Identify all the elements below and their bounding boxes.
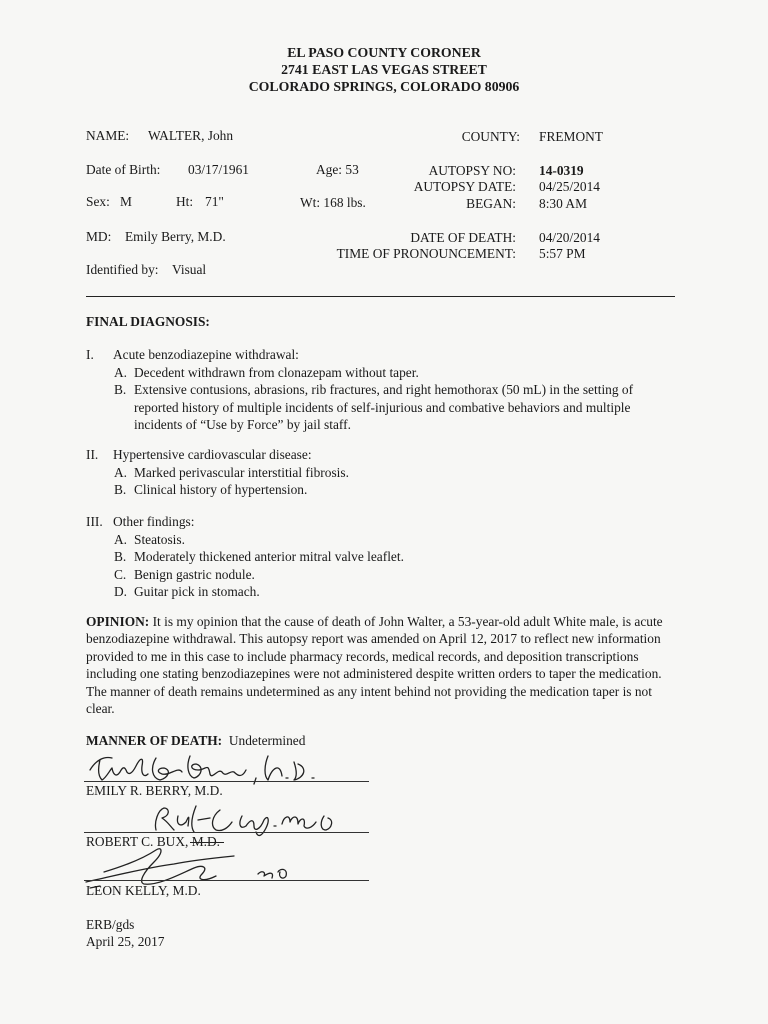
md-label: MD: — [86, 229, 112, 244]
section-title-text: Hypertensive cardiovascular disease: — [113, 447, 312, 462]
diagnosis-section-title — [86, 346, 676, 364]
diagnosis-item — [86, 531, 676, 549]
diagnosis-item — [86, 381, 676, 434]
identified-label: Identified by: — [86, 262, 159, 277]
diagnosis-item — [86, 583, 676, 601]
height-label: Ht: — [176, 194, 194, 209]
signature-line — [84, 880, 369, 881]
item-text: Guitar pick in stomach. — [134, 584, 260, 600]
diagnosis-section-1 — [86, 346, 676, 434]
header-line-3: COLORADO SPRINGS, COLORADO 80906 — [248, 79, 520, 94]
signatory-name: LEON KELLY, M.D. — [86, 883, 201, 898]
diagnosis-section-title — [86, 446, 676, 464]
item-text: Extensive contusions, abrasions, rib fractures, and right hemothorax (50 mL) in the setting of reported history of multiple incidents of self-injurious and combative behaviors and multiple incidents of “Use by Force” by jail staff. — [134, 382, 634, 433]
dob-label: Date of Birth: — [86, 162, 161, 177]
diagnosis-section-2 — [86, 446, 676, 499]
item-letter: B. — [114, 482, 127, 498]
diagnosis-section-3 — [86, 513, 676, 601]
signature-bux — [150, 802, 350, 836]
diagnosis-item — [86, 481, 676, 499]
diagnosis-section-title — [86, 513, 676, 531]
item-text: Benign gastric nodule. — [134, 566, 255, 582]
item-text: Marked perivascular interstitial fibrosis. — [134, 464, 349, 480]
item-letter: A. — [114, 364, 128, 380]
section-numeral: II. — [86, 447, 99, 462]
name-value: WALTER, John — [148, 128, 234, 143]
signature-berry — [86, 748, 326, 788]
began-value: 8:30 AM — [539, 196, 587, 211]
county-value: FREMONT — [539, 129, 603, 144]
section-numeral: I. — [86, 347, 94, 362]
opinion-paragraph — [86, 613, 664, 717]
diagnosis-item — [86, 566, 676, 584]
height-value: 71" — [205, 194, 224, 209]
sex-value: M — [120, 194, 132, 209]
item-text: Decedent withdrawn from clonazepam without taper. — [134, 364, 419, 380]
item-text: Clinical history of hypertension. — [134, 482, 308, 498]
pronouncement-label: TIME OF PRONOUNCEMENT: — [336, 246, 516, 261]
section-numeral: III. — [86, 514, 103, 529]
report-date: April 25, 2017 — [86, 934, 165, 949]
diagnosis-item — [86, 364, 676, 382]
county-label: COUNTY: — [461, 129, 520, 144]
manner-value: Undetermined — [228, 733, 306, 748]
signature-line — [84, 832, 369, 833]
opinion-text: It is my opinion that the cause of death of John Walter, a 53-year-old adult White male, is acute benzodiazepine withdrawal. This autopsy report was amended on April 12, 2017 to reflect new information provided to me in this case to include pharmacy records, medical records, and deposition transcriptions including one stating benzodiazepines were not administered despite written orders to taper the medication. The manner of death remains undetermined as any intent behind not providing the medication taper is not clear. — [86, 614, 663, 717]
section-title-text: Other findings: — [113, 514, 195, 529]
autopsy-date-value: 04/25/2014 — [539, 179, 601, 194]
dob-value: 03/17/1961 — [188, 162, 250, 177]
autopsy-no-value: 14-0319 — [539, 163, 584, 178]
autopsy-date-label: AUTOPSY DATE: — [413, 179, 516, 194]
item-text: Moderately thickened anterior mitral valve leaflet. — [134, 549, 404, 565]
manner-label: MANNER OF DEATH: — [86, 733, 223, 748]
item-letter: D. — [114, 584, 128, 600]
item-letter: A. — [114, 464, 128, 480]
manner-of-death — [86, 734, 305, 747]
name-label: NAME: — [86, 128, 130, 143]
diagnosis-item — [86, 548, 676, 566]
signatory-name: ROBERT C. BUX, M.D. — [86, 834, 220, 849]
header-line-2: 2741 EAST LAS VEGAS STREET — [281, 62, 487, 77]
typist-initials: ERB/gds — [86, 917, 135, 932]
section-divider — [86, 296, 675, 297]
autopsy-no-label: AUTOPSY NO: — [428, 163, 516, 178]
sex-label: Sex: — [86, 194, 110, 209]
date-of-death-value: 04/20/2014 — [539, 230, 601, 245]
signatory-name: EMILY R. BERRY, M.D. — [86, 783, 223, 798]
opinion-label: OPINION: — [86, 614, 150, 629]
item-letter: C. — [114, 566, 127, 582]
date-of-death-label: DATE OF DEATH: — [410, 230, 516, 245]
item-letter: B. — [114, 549, 127, 565]
section-title-text: Acute benzodiazepine withdrawal: — [113, 347, 299, 362]
identified-value: Visual — [172, 262, 207, 277]
final-diagnosis-heading: FINAL DIAGNOSIS: — [86, 314, 210, 329]
item-text: Steatosis. — [134, 531, 185, 547]
age-value: Age: 53 — [316, 162, 359, 177]
item-letter: B. — [114, 382, 127, 398]
header-line-1: EL PASO COUNTY CORONER — [287, 45, 481, 60]
began-label: BEGAN: — [466, 196, 516, 211]
pronouncement-value: 5:57 PM — [539, 246, 586, 261]
signature-line — [84, 781, 369, 782]
weight-value: Wt: 168 lbs. — [300, 195, 366, 210]
item-letter: A. — [114, 531, 128, 547]
md-value: Emily Berry, M.D. — [125, 229, 226, 244]
diagnosis-item — [86, 464, 676, 482]
